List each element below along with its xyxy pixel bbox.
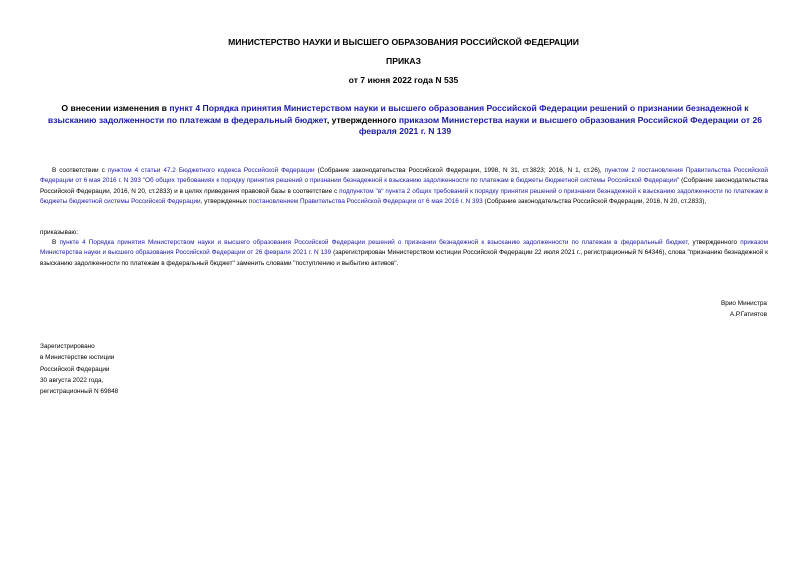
doc-type-heading: ПРИКАЗ	[386, 56, 421, 66]
ministry-heading: МИНИСТЕРСТВО НАУКИ И ВЫСШЕГО ОБРАЗОВАНИЯ РОССИЙСКОЙ ФЕДЕРАЦИИ	[228, 37, 579, 47]
registration-line-2: в Министерстве юстиции	[40, 354, 115, 362]
document-title	[44, 103, 766, 138]
preamble-text-2: (Собрание законодательства Российской Федерации, 1998, N 31, ст.3823; 2016, N 1, ст.26),	[314, 167, 605, 174]
order-link-procedure[interactable]: пункте 4 Порядка принятия Министерством науки и высшего образования Российской Федерации решений о признании безнадежной к взысканию задолженности по платежам в федеральный бюджет	[59, 239, 688, 246]
preamble-link-budget-code[interactable]: пунктом 4 статьи 47.2 Бюджетного кодекса Российской Федерации	[107, 167, 315, 174]
title-link-order[interactable]: приказом Министерства науки и высшего образования Российской Федерации от 26 февраля 2021 г. N 139	[358, 114, 763, 136]
preamble-text-3: (Собрание законодательства Российской Федерации, 2016, N 20, ст.2833) и в целях приведения правовой базы в соответствие с	[40, 177, 768, 195]
preamble-link-resolution-item[interactable]: пунктом 2 постановления Правительства Российской Федерации от 6 мая 2016 г. N 393 "Об общих требованиях к порядку принятия решений о признании безнадежной к взысканию задолженности по платежам в бюджеты бюджетной системы Российской Федерации"	[40, 167, 768, 185]
signature-position: Врио Министра	[721, 300, 767, 307]
order-text-1: В	[52, 239, 60, 246]
registration-block	[40, 341, 340, 397]
order-text-3: (зарегистрирован Министерством юстиции Российской Федерации 22 июля 2021 г., регистрационный N 64346), слова "признанию безнадежной к взысканию задолженности по платежам в федеральный бюджет" заменить словами "поступлению и выбытию активов".	[40, 249, 768, 267]
preamble-text-4: , утвержденных	[200, 197, 249, 205]
order-paragraph	[40, 238, 768, 269]
title-text-2: , утвержденного	[326, 114, 399, 125]
preamble-text-5: (Собрание законодательства Российской Федерации, 2016, N 20, ст.2833),	[482, 197, 707, 205]
order-word: приказываю:	[40, 229, 78, 236]
preamble-link-subparagraph[interactable]: подпунктом "в" пункта 2 общих требований к порядку принятия решений о признании безнадежной к взысканию задолженности по платежам в бюджеты бюджетной системы Российской Федерации	[40, 187, 768, 205]
title-link-procedure[interactable]: пункт 4 Порядка принятия Министерством науки и высшего образования Российской Федерации решений о признании безнадежной к взысканию задолженности по платежам в федеральный бюджет	[47, 103, 749, 125]
order-text-2: , утвержденного	[687, 239, 741, 246]
order-link-order[interactable]: приказом Министерства науки и высшего образования Российской Федерации от 26 февраля 2021 г. N 139	[40, 239, 768, 257]
registration-line-1: Зарегистрировано	[40, 343, 95, 350]
preamble-link-resolution[interactable]: постановлением Правительства Российской Федерации от 6 мая 2016 г. N 393	[248, 197, 483, 205]
preamble-paragraph	[40, 166, 768, 207]
date-number-heading: от 7 июня 2022 года N 535	[348, 75, 459, 85]
registration-line-3: Российской Федерации	[40, 365, 110, 373]
signature-block	[567, 298, 767, 321]
title-text-1: О внесении изменения в	[61, 103, 170, 113]
preamble-text-1: В соответствии с	[52, 167, 108, 174]
registration-line-4: 30 августа 2022 года,	[40, 376, 104, 384]
signature-name: А.Р.Гатиятов	[729, 311, 767, 319]
registration-line-5: регистрационный N 69848	[40, 388, 119, 396]
